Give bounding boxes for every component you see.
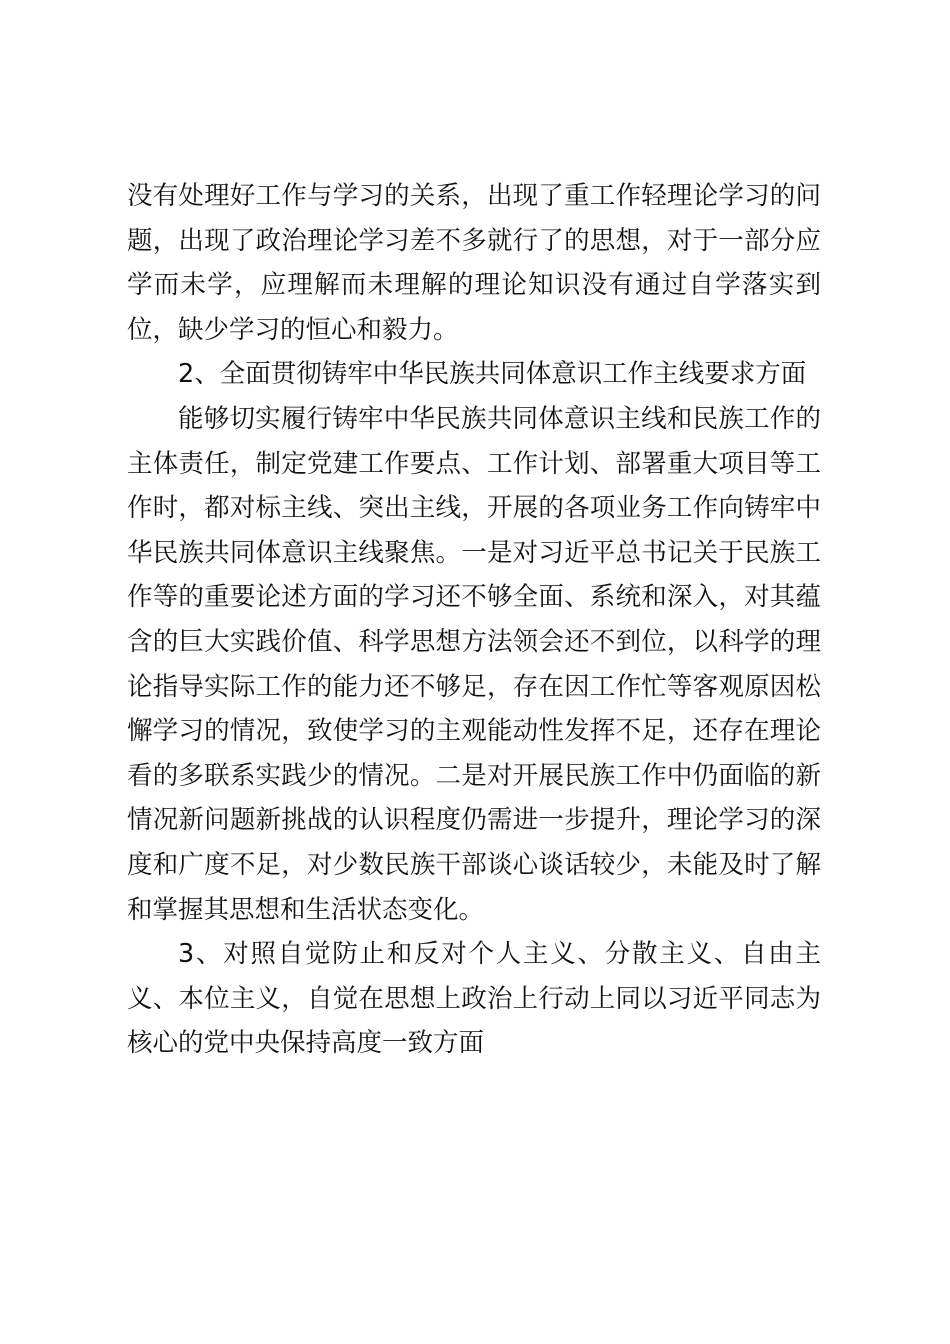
paragraph-ethnic-work: 能够切实履行铸牢中华民族共同体意识主线和民族工作的主体责任，制定党建工作要点、工作计划、部署重大项目等工作时，都对标主线、突出主线，开展的各项业务工作向铸牢中华民族共同体意识主线聚焦。一是对习近平总书记关于民族工作等的重要论述方面的学习还不够全面、系统和深入，对其蕴含的巨大实践价值、科学思想方法领会还不到位，以科学的理论指导实际工作的能力还不够足，存在因工作忙等客观原因松懈学习的情况，致使学习的主观能动性发挥不足，还存在理论看的多联系实践少的情况。二是对开展民族工作中仍面临的新情况新问题新挑战的认识程度仍需进一步提升，理论学习的深度和广度不足，对少数民族干部谈心谈话较少，未能及时了解和掌握其思想和生活状态变化。 — [127, 403, 821, 925]
paragraph-study-relationship: 没有处理好工作与学习的关系，出现了重工作轻理论学习的问题，出现了政治理论学习差不多就行了的思想，对于一部分应学而未学，应理解而未理解的理论知识没有通过自学落实到位，缺少学习的恒心和毅力。 — [127, 181, 821, 345]
section-heading-2: 2、全面贯彻铸牢中华民族共同体意识工作主线要求方面 — [178, 359, 807, 390]
document-body — [127, 174, 821, 1066]
section-heading-3: 3、对照自觉防止和反对个人主义、分散主义、自由主义、本位主义，自觉在思想上政治上行动上同以习近平同志为核心的党中央保持高度一致方面 — [127, 939, 821, 1059]
